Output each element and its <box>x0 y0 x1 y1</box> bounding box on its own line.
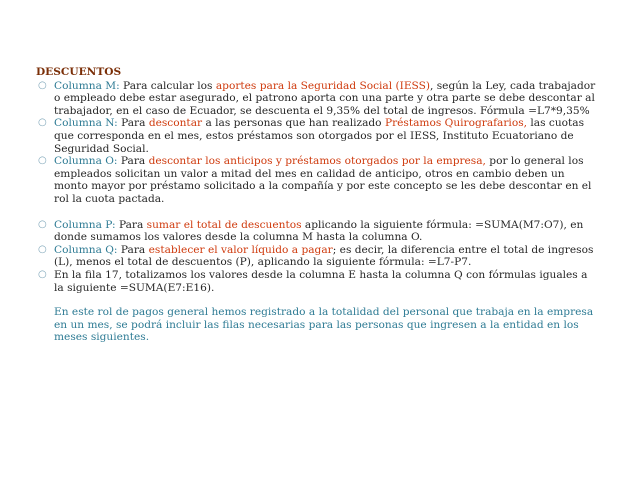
bullet-label: Columna O: <box>54 155 118 168</box>
bullet-columna-n <box>36 117 596 155</box>
bullet-circle-icon: ○ <box>38 243 47 255</box>
bullet-columna-p <box>36 219 596 244</box>
bullet-highlight: establecer el valor líquido a pagar <box>148 243 333 256</box>
bullet-highlight: Préstamos Quirografarios, <box>384 117 528 130</box>
bullet-label: Columna Q: <box>54 243 118 256</box>
bullet-highlight: sumar el total de descuentos <box>146 218 302 231</box>
bullet-text: aplicando la siguiente fórmula: =SUMA(M7:O7), en donde sumamos los valores desde la columna M hasta la columna O. <box>54 218 584 244</box>
bullet-text: Para calcular los <box>119 79 216 92</box>
bullet-columna-q <box>36 244 596 269</box>
bullet-text: Para <box>115 218 147 231</box>
bullet-circle-icon: ○ <box>38 79 47 91</box>
bullet-text: Para <box>117 155 149 168</box>
bullet-label: Columna N: <box>54 117 118 130</box>
slide-content <box>36 66 596 354</box>
bullet-columna-o <box>36 155 596 205</box>
bullet-text: por lo general los empleados solicitan un valor a mitad del mes en calidad de anticipo, otros en cambio deben un monto mayor por préstamo solicitado a la compañía y por este concepto se les debe descontar en el rol la cuota pactada. <box>54 155 592 205</box>
closing-paragraph: En este rol de pagos general hemos registrado a la totalidad del personal que trabaja en la empresa en un mes, se podrá incluir las filas necesarias para las personas que ingresen a la entidad en los meses siguientes. <box>54 306 594 344</box>
bullet-circle-icon: ○ <box>38 155 47 167</box>
bullet-text: las cuotas que corresponda en el mes, estos préstamos son otorgados por el IESS, Instituto Ecuatoriano de Seguridad Social. <box>54 117 585 155</box>
bullet-text: , según la Ley, cada trabajador o empleado debe estar asegurado, el patrono aporta con una parte y otra parte se debe descontar al trabajador, en el caso de Ecuador, se descuenta el 9,35% del total de ingresos. Fórmula =L7*9,35% <box>54 79 596 117</box>
bullet-text: a las personas que han realizado <box>202 117 385 130</box>
spacer <box>36 206 596 219</box>
section-heading: DESCUENTOS <box>36 66 122 78</box>
bullet-highlight: descontar <box>148 117 203 130</box>
bullet-circle-icon: ○ <box>38 268 47 280</box>
bullet-text: En la fila 17, totalizamos los valores desde la columna E hasta la columna Q con fórmulas iguales a la siguiente =SUMA(E7:E16). <box>54 268 588 294</box>
bullet-text: Para <box>117 117 149 130</box>
bullet-fila-17 <box>36 269 596 294</box>
bullet-text: ; es decir, la diferencia entre el total de ingresos (L), menos el total de descuentos (P), aplicando la siguiente fórmula: =L7-P7. <box>54 243 594 269</box>
bullet-label: Columna P: <box>54 218 116 231</box>
bullet-circle-icon: ○ <box>38 117 47 129</box>
bullet-highlight: aportes para la Seguridad Social (IESS) <box>215 79 431 92</box>
bullet-highlight: descontar los anticipos y préstamos otorgados por la empresa, <box>148 155 486 168</box>
bullet-label: Columna M: <box>54 79 120 92</box>
bullet-text: Para <box>117 243 149 256</box>
bullet-columna-m <box>36 80 596 118</box>
bullet-circle-icon: ○ <box>38 218 47 230</box>
